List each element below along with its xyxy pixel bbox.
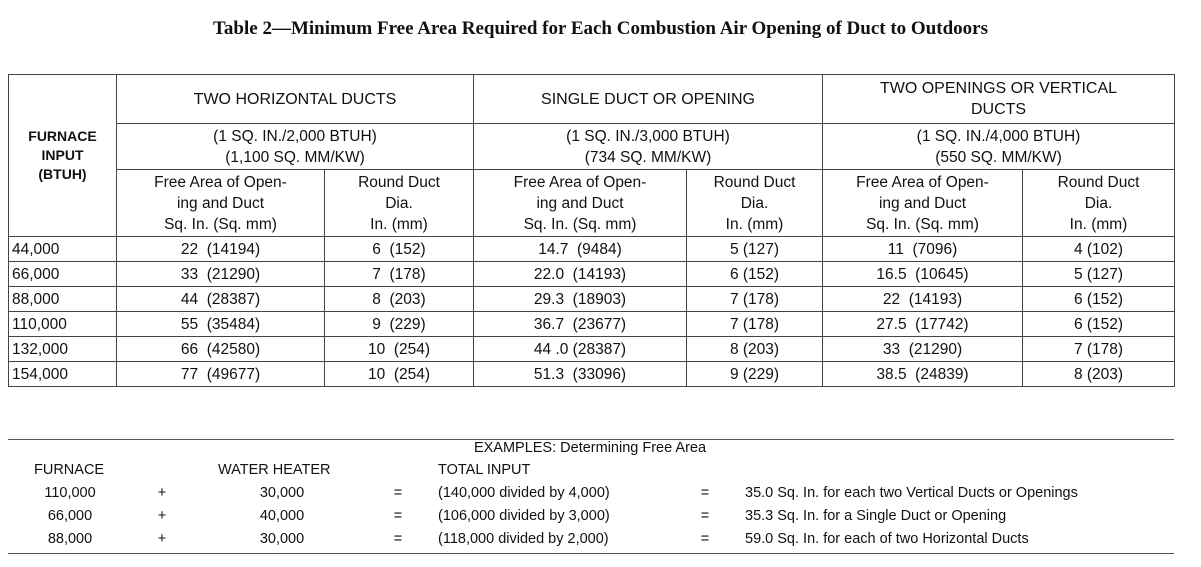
example-equals: = (393, 531, 403, 547)
sub-header-round-duct (325, 170, 474, 237)
duct-area-table (8, 74, 1175, 387)
examples-col-total-input: TOTAL INPUT (438, 462, 531, 478)
group-header-two-horizontal: TWO HORIZONTAL DUCTS (117, 75, 474, 124)
rate-line: (734 SQ. MM/KW) (584, 148, 712, 166)
sub-header-line: Free Area of Open- (513, 173, 647, 191)
examples-col-water-heater: WATER HEATER (218, 462, 331, 478)
rate-header-two-openings (823, 124, 1175, 170)
duct-dia-cell: 7 (178) (1023, 337, 1175, 362)
duct-dia-cell: 7 (178) (687, 312, 823, 337)
rate-line: (1,100 SQ. MM/KW) (225, 148, 365, 166)
duct-dia-cell: 6 (152) (1023, 287, 1175, 312)
example-furnace: 110,000 (44, 485, 96, 501)
example-plus: + (157, 485, 167, 501)
example-heater: 40,000 (259, 508, 305, 524)
examples-col-furnace: FURNACE (34, 462, 105, 478)
example-heater: 30,000 (259, 531, 305, 547)
example-calc: (140,000 divided by 4,000) (438, 485, 610, 501)
examples-heading: EXAMPLES: Determining Free Area (473, 440, 707, 456)
table-row (9, 362, 1175, 387)
sub-header-line: Sq. In. (Sq. mm) (523, 215, 637, 233)
examples-bottom-rule (8, 553, 1174, 554)
duct-dia-cell: 10 (254) (325, 337, 474, 362)
sub-header-line: Round Duct (358, 173, 440, 191)
duct-dia-cell: 5 (127) (1023, 262, 1175, 287)
table-row (9, 287, 1175, 312)
free-area-cell: 44 .0 (28387) (474, 337, 687, 362)
table-row (9, 312, 1175, 337)
duct-dia-cell: 6 (152) (1023, 312, 1175, 337)
furnace-input-cell: 154,000 (9, 362, 117, 387)
example-equals: = (700, 531, 710, 547)
free-area-cell: 66 (42580) (117, 337, 325, 362)
duct-dia-cell: 9 (229) (687, 362, 823, 387)
sub-header-round-duct (1023, 170, 1175, 237)
free-area-cell: 36.7 (23677) (474, 312, 687, 337)
free-area-cell: 51.3 (33096) (474, 362, 687, 387)
rate-line: (1 SQ. IN./4,000 BTUH) (916, 127, 1081, 145)
sub-header-line: ing and Duct (536, 194, 624, 212)
sub-header-line: Dia. (385, 194, 413, 212)
table-row (9, 237, 1175, 262)
sub-header-line: Sq. In. (Sq. mm) (866, 215, 979, 233)
table-title: Table 2—Minimum Free Area Required for Each Combustion Air Opening of Duct to Outdoors (213, 18, 988, 39)
corner-header-line: FURNACE (28, 128, 97, 144)
furnace-input-cell: 132,000 (9, 337, 117, 362)
free-area-cell: 55 (35484) (117, 312, 325, 337)
corner-header-line: (BTUH) (38, 166, 87, 182)
free-area-cell: 44 (28387) (117, 287, 325, 312)
free-area-cell: 22 (14193) (823, 287, 1023, 312)
sub-header-free-area (474, 170, 687, 237)
example-plus: + (157, 531, 167, 547)
duct-dia-cell: 8 (203) (325, 287, 474, 312)
group-header-single-duct: SINGLE DUCT OR OPENING (474, 75, 823, 124)
duct-dia-cell: 9 (229) (325, 312, 474, 337)
duct-dia-cell: 10 (254) (325, 362, 474, 387)
example-result: 35.0 Sq. In. for each two Vertical Ducts or Openings (745, 485, 1078, 501)
sub-header-line: Sq. In. (Sq. mm) (164, 215, 277, 233)
duct-dia-cell: 8 (203) (1023, 362, 1175, 387)
example-result: 59.0 Sq. In. for each of two Horizontal Ducts (745, 531, 1029, 547)
group-header-line: DUCTS (970, 101, 1027, 118)
free-area-cell: 22.0 (14193) (474, 262, 687, 287)
table-row (9, 337, 1175, 362)
free-area-cell: 77 (49677) (117, 362, 325, 387)
example-calc: (118,000 divided by 2,000) (438, 531, 609, 547)
sub-header-line: In. (mm) (1069, 215, 1128, 233)
furnace-input-cell: 44,000 (9, 237, 117, 262)
table-body (9, 237, 1175, 387)
rate-line: (1 SQ. IN./3,000 BTUH) (566, 127, 730, 145)
duct-dia-cell: 7 (178) (687, 287, 823, 312)
duct-dia-cell: 5 (127) (687, 237, 823, 262)
free-area-cell: 16.5 (10645) (823, 262, 1023, 287)
example-equals: = (393, 508, 403, 524)
group-header-two-openings (823, 75, 1175, 124)
example-plus: + (157, 508, 167, 524)
table-row (9, 262, 1175, 287)
sub-header-round-duct (687, 170, 823, 237)
sub-header-line: Round Duct (713, 173, 796, 191)
furnace-input-cell: 110,000 (9, 312, 117, 337)
sub-header-line: Free Area of Open- (856, 173, 989, 191)
sub-header-line: Dia. (1084, 194, 1113, 212)
free-area-cell: 27.5 (17742) (823, 312, 1023, 337)
free-area-cell: 38.5 (24839) (823, 362, 1023, 387)
sub-header-line: Free Area of Open- (154, 173, 287, 191)
sub-header-free-area (823, 170, 1023, 237)
sub-header-line: Round Duct (1057, 173, 1140, 191)
duct-dia-cell: 6 (152) (325, 237, 474, 262)
sub-header-line: In. (mm) (370, 215, 428, 233)
duct-dia-cell: 8 (203) (687, 337, 823, 362)
free-area-cell: 29.3 (18903) (474, 287, 687, 312)
free-area-cell: 33 (21290) (823, 337, 1023, 362)
duct-dia-cell: 4 (102) (1023, 237, 1175, 262)
example-equals: = (700, 508, 710, 524)
example-equals: = (393, 485, 403, 501)
free-area-cell: 11 (7096) (823, 237, 1023, 262)
duct-dia-cell: 7 (178) (325, 262, 474, 287)
rate-line: (1 SQ. IN./2,000 BTUH) (213, 127, 377, 145)
furnace-input-cell: 66,000 (9, 262, 117, 287)
example-furnace: 88,000 (47, 531, 93, 547)
furnace-input-cell: 88,000 (9, 287, 117, 312)
duct-dia-cell: 6 (152) (687, 262, 823, 287)
example-equals: = (700, 485, 710, 501)
example-calc: (106,000 divided by 3,000) (438, 508, 610, 524)
example-furnace: 66,000 (47, 508, 93, 524)
sub-header-free-area (117, 170, 325, 237)
free-area-cell: 33 (21290) (117, 262, 325, 287)
sub-header-line: ing and Duct (176, 194, 265, 212)
free-area-cell: 22 (14194) (117, 237, 325, 262)
rate-line: (550 SQ. MM/KW) (935, 148, 1062, 166)
furnace-input-header (9, 75, 117, 237)
free-area-cell: 14.7 (9484) (474, 237, 687, 262)
rate-header-two-horizontal (117, 124, 474, 170)
example-result: 35.3 Sq. In. for a Single Duct or Opening (745, 508, 1007, 524)
group-header-line: TWO OPENINGS OR VERTICAL (879, 80, 1118, 97)
sub-header-line: In. (mm) (725, 215, 784, 233)
sub-header-line: ing and Duct (878, 194, 967, 212)
corner-header-line: INPUT (41, 147, 84, 163)
rate-header-single-duct (474, 124, 823, 170)
sub-header-line: Dia. (740, 194, 769, 212)
example-heater: 30,000 (259, 485, 305, 501)
